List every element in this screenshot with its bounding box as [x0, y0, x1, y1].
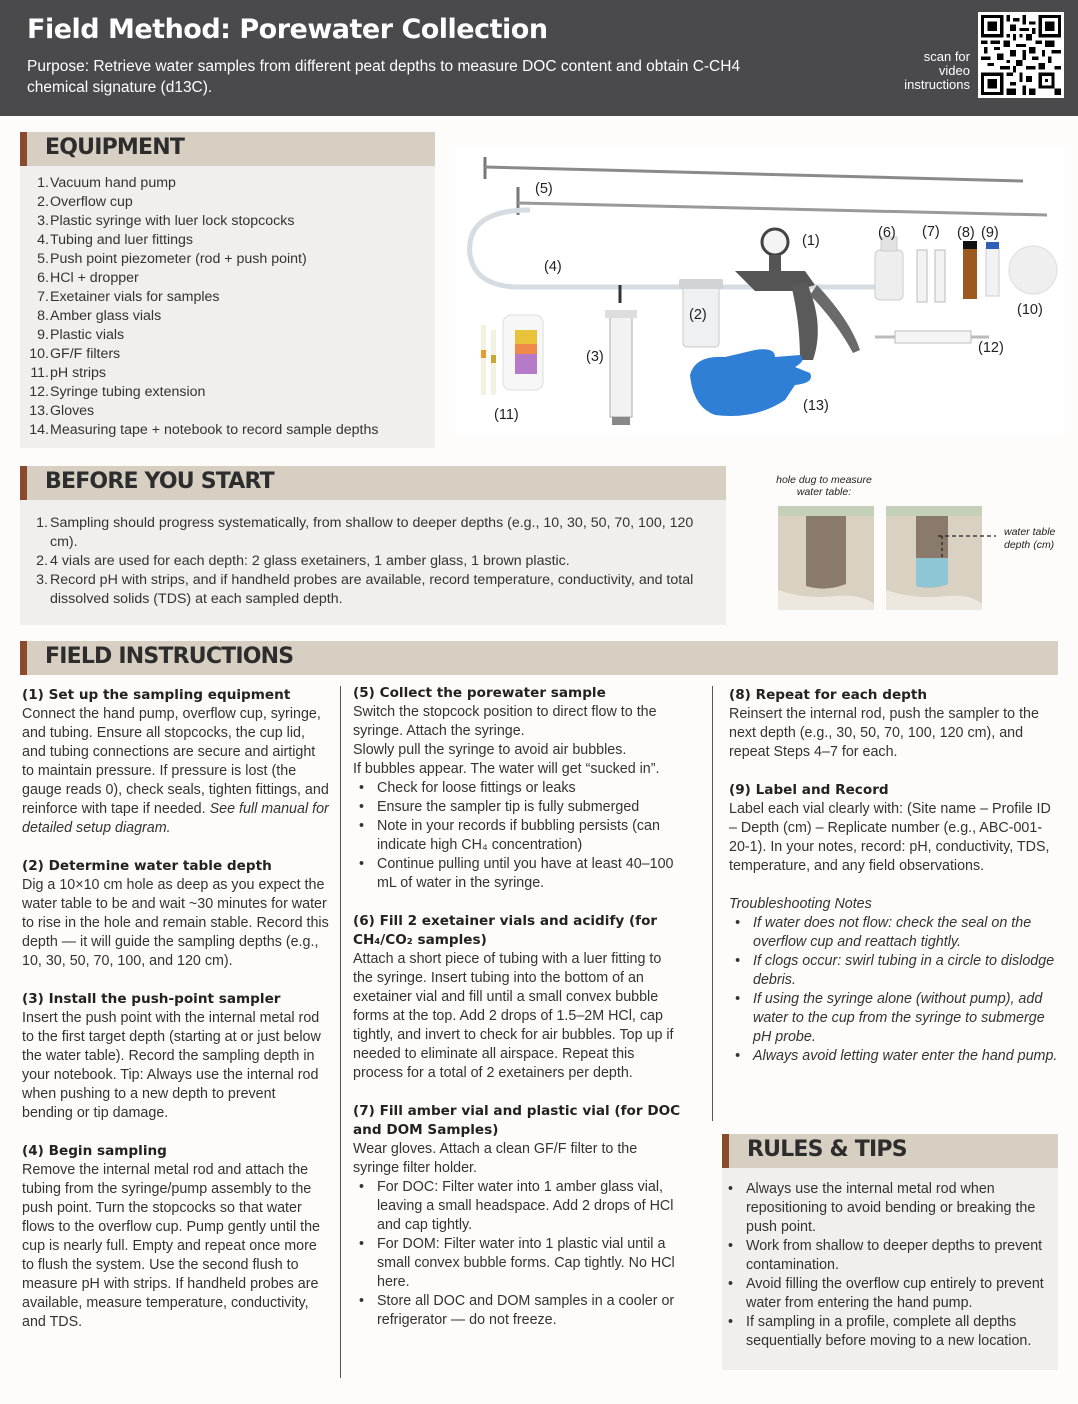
- water-table-diagram: [776, 500, 996, 615]
- photo-label-12: (12): [978, 340, 1004, 356]
- list-number: 9.: [37, 327, 49, 343]
- field-header: [20, 641, 1058, 675]
- step-5-body-3: If bubbles appear. The water will get “sucked in”.: [353, 761, 660, 777]
- list-item: • For DOC: Filter water into 1 amber glass vial, leaving a small headspace. Add 2 drops of HCl and cap tightly.: [353, 1178, 683, 1235]
- page-header: [0, 0, 1078, 116]
- list-item: [20, 571, 716, 609]
- step-5-title: (5) Collect the porewater sample: [353, 685, 606, 701]
- step-8-title: (8) Repeat for each depth: [729, 687, 928, 703]
- field-title: FIELD INSTRUCTIONS: [45, 644, 294, 669]
- field-column-1: [22, 686, 330, 1332]
- list-item: • If clogs occur: swirl tubing in a circle to dislodge debris.: [729, 952, 1059, 990]
- list-number: 11.: [30, 365, 49, 381]
- list-item: [22, 212, 432, 231]
- list-item: • For DOM: Filter water into 1 plastic vial until a small convex bubble forms. Cap tightly. No HCl here.: [353, 1235, 683, 1292]
- scan-caption: scan for video instructions: [904, 49, 970, 92]
- before-header: [20, 466, 726, 500]
- photo-label-5: (5): [535, 181, 553, 197]
- list-item: • Continue pulling until you have at least 40–100 mL of water in the syringe.: [353, 855, 683, 893]
- photo-label-4: (4): [544, 259, 562, 275]
- photo-label-8: (8): [957, 225, 975, 241]
- step-9-title: (9) Label and Record: [729, 782, 889, 798]
- list-text: Gloves: [50, 403, 95, 419]
- rules-list-wrap: [722, 1180, 1056, 1351]
- list-text: HCl + dropper: [50, 270, 139, 286]
- list-item: • Store all DOC and DOM samples in a cooler or refrigerator — do not freeze.: [353, 1292, 683, 1330]
- list-number: 12.: [29, 384, 49, 400]
- list-text: Record pH with strips, and if handheld probes are available, record temperature, conductivity, and total dissolved solids (TDS) at each sampled depth.: [50, 572, 694, 607]
- step-7-title: (7) Fill amber vial and plastic vial (for DOC and DOM Samples): [353, 1103, 681, 1138]
- step-1-title: (1) Set up the sampling equipment: [22, 687, 291, 703]
- list-item: • If using the syringe alone (without pump), add water to the cup from the syringe to submerge pH probe.: [729, 990, 1059, 1047]
- list-number: 1.: [36, 515, 48, 531]
- list-number: 7.: [37, 289, 49, 305]
- list-item: • Work from shallow to deeper depths to prevent contamination.: [722, 1237, 1056, 1275]
- step-5-body-1: Switch the stopcock position to direct flow to the syringe. Attach the syringe.: [353, 704, 657, 739]
- list-text: Measuring tape + notebook to record sample depths: [50, 422, 379, 438]
- list-text: Amber glass vials: [50, 308, 162, 324]
- list-item: • Avoid filling the overflow cup entirely to prevent water from entering the hand pump.: [722, 1275, 1056, 1313]
- list-item: • Always avoid letting water enter the hand pump.: [729, 1047, 1059, 1066]
- list-number: 1.: [37, 175, 49, 191]
- page-title: Field Method: Porewater Collection: [27, 14, 548, 45]
- photo-label-10: (10): [1017, 302, 1043, 318]
- step-3-title: (3) Install the push-point sampler: [22, 991, 281, 1007]
- photo-label-7: (7): [922, 224, 940, 240]
- photo-label-1: (1): [802, 233, 820, 249]
- list-item: • Check for loose fittings or leaks: [353, 779, 683, 798]
- list-item: [22, 326, 432, 345]
- step-4-body: Remove the internal metal rod and attach the tubing from the syringe/pump assembly to the push point. Turn the stopcocks so that water flows to the overflow cup. Pump gently until the cup is nearly full. Empty and repeat once more to flush the system. Use the second flush to measure pH with strips. If handheld probes are available, measure temperature, conductivity, and TDS.: [22, 1162, 321, 1330]
- list-text: 4 vials are used for each depth: 2 glass exetainers, 1 amber glass, 1 brown plastic.: [50, 553, 570, 569]
- list-item: [22, 288, 432, 307]
- step-3-body: Insert the push point with the internal metal rod to the first target depth (starting at or just below the water table). Record the sampling depth in your notebook. Tip: Always use the internal rod when pushing to a new depth to prevent bending or tip damage.: [22, 1010, 321, 1121]
- list-item: [20, 514, 716, 552]
- water-table-depth-label: water table depth (cm): [1004, 526, 1056, 551]
- field-column-3: [729, 686, 1059, 1066]
- list-item: [22, 345, 432, 364]
- field-column-2: [353, 684, 683, 1330]
- step-7-bullets: [353, 1178, 683, 1330]
- troubleshooting-list: [729, 914, 1059, 1066]
- photo-label-9: (9): [981, 225, 999, 241]
- list-item: [22, 193, 432, 212]
- list-text: pH strips: [50, 365, 106, 381]
- list-number: 3.: [36, 572, 48, 588]
- rules-header: [722, 1134, 1058, 1168]
- step-5-body-2: Slowly pull the syringe to avoid air bubbles.: [353, 742, 627, 758]
- list-number: 2.: [37, 194, 49, 210]
- step-5-bullets: [353, 779, 683, 893]
- list-item: [22, 174, 432, 193]
- list-number: 10.: [29, 346, 49, 362]
- equipment-list: [22, 174, 432, 440]
- list-item: [22, 383, 432, 402]
- list-number: 5.: [37, 251, 49, 267]
- photo-label-13: (13): [803, 398, 829, 414]
- equipment-header: [20, 132, 435, 166]
- list-item: • Note in your records if bubbling persists (can indicate high CH₄ concentration): [353, 817, 683, 855]
- list-item: [22, 364, 432, 383]
- list-number: 8.: [37, 308, 49, 324]
- list-item: [22, 269, 432, 288]
- list-text: Push point piezometer (rod + push point): [50, 251, 307, 267]
- list-item: [20, 552, 716, 571]
- list-number: 3.: [37, 213, 49, 229]
- hole-diagram-caption: hole dug to measure water table:: [776, 474, 872, 498]
- photo-label-3: (3): [586, 349, 604, 365]
- step-2-title: (2) Determine water table depth: [22, 858, 272, 874]
- step-2-body: Dig a 10×10 cm hole as deep as you expect the water table to be and wait ~30 minutes for water to rise in the hole and remain stable. Record this depth — it will guide the sampling depths (e.g., 10, 30, 50, 70, 100, and 120 cm).: [22, 877, 329, 969]
- list-text: Syringe tubing extension: [50, 384, 206, 400]
- column-divider-1: [340, 686, 341, 1378]
- list-item: [22, 231, 432, 250]
- list-text: Exetainer vials for samples: [50, 289, 220, 305]
- photo-label-2: (2): [689, 307, 707, 323]
- photo-label-6: (6): [878, 225, 896, 241]
- list-item: [22, 421, 432, 440]
- rules-title: RULES & TIPS: [747, 1137, 907, 1162]
- qr-code-icon[interactable]: [978, 12, 1064, 98]
- list-item: • Ensure the sampler tip is fully submerged: [353, 798, 683, 817]
- list-item: [22, 250, 432, 269]
- list-item: [22, 402, 432, 421]
- list-number: 14.: [29, 422, 49, 438]
- list-item: • If sampling in a profile, complete all depths sequentially before moving to a new location.: [722, 1313, 1056, 1351]
- step-6-title: (6) Fill 2 exetainer vials and acidify (for CH₄/CO₂ samples): [353, 913, 658, 948]
- step-6-body: Attach a short piece of tubing with a luer fitting to the syringe. Insert tubing into the bottom of an exetainer vial and fill until a small convex bubble forms at the top. Add 2 drops of 1.5–2M HCl, cap tightly, and invert to check for air bubbles. Top up if needed to eliminate all airspace. Repeat this process for a total of 2 exetainers per depth.: [353, 951, 674, 1081]
- list-item: • If water does not flow: check the seal on the overflow cup and reattach tightly.: [729, 914, 1059, 952]
- photo-label-11: (11): [494, 407, 519, 423]
- list-text: Tubing and luer fittings: [50, 232, 194, 248]
- before-title: BEFORE YOU START: [45, 469, 274, 494]
- list-number: 13.: [29, 403, 49, 419]
- list-number: 6.: [37, 270, 49, 286]
- purpose-text: Purpose: Retrieve water samples from different peat depths to measure DOC content and obtain C-CH4 chemical signature (d13C).: [27, 58, 741, 96]
- list-number: 2.: [36, 553, 48, 569]
- list-text: Sampling should progress systematically, from shallow to deeper depths (e.g., 10, 30, 50, 70, 100, 120 cm).: [50, 515, 694, 550]
- list-item: • Always use the internal metal rod when repositioning to avoid bending or breaking the push point.: [722, 1180, 1056, 1237]
- rules-list: [722, 1180, 1056, 1351]
- troubleshooting-title: Troubleshooting Notes: [729, 896, 872, 912]
- step-1-body: Connect the hand pump, overflow cup, syringe, and tubing. Ensure all stopcocks, the cup lid, and tubing connections are secure and airtight to maintain pressure. If pressure is lost (the gauge reads 0), check seals, tighten fittings, and reinforce with tape if needed. See full manual for detailed setup diagram.: [22, 706, 329, 836]
- step-8-body: Reinsert the internal rod, push the sampler to the next depth (e.g., 30, 50, 70, 100, 120 cm), and repeat Steps 4–7 for each.: [729, 706, 1039, 760]
- list-number: 4.: [37, 232, 49, 248]
- step-7-body: Wear gloves. Attach a clean GF/F filter to the syringe filter holder.: [353, 1141, 638, 1176]
- list-text: GF/F filters: [50, 346, 121, 362]
- list-item: [22, 307, 432, 326]
- before-list: [20, 514, 716, 609]
- step-9-body: Label each vial clearly with: (Site name – Profile ID – Depth (cm) – Replicate number (e.g., ABC-001-20-1). In your notes, record: pH, conductivity, TDS, temperature, and any field observations.: [729, 801, 1051, 874]
- step-4-title: (4) Begin sampling: [22, 1143, 167, 1159]
- list-text: Overflow cup: [50, 194, 133, 210]
- list-text: Plastic vials: [50, 327, 125, 343]
- column-divider-2: [712, 686, 713, 1121]
- list-text: Plastic syringe with luer lock stopcocks: [50, 213, 295, 229]
- equipment-title: EQUIPMENT: [45, 135, 185, 160]
- list-text: Vacuum hand pump: [50, 175, 176, 191]
